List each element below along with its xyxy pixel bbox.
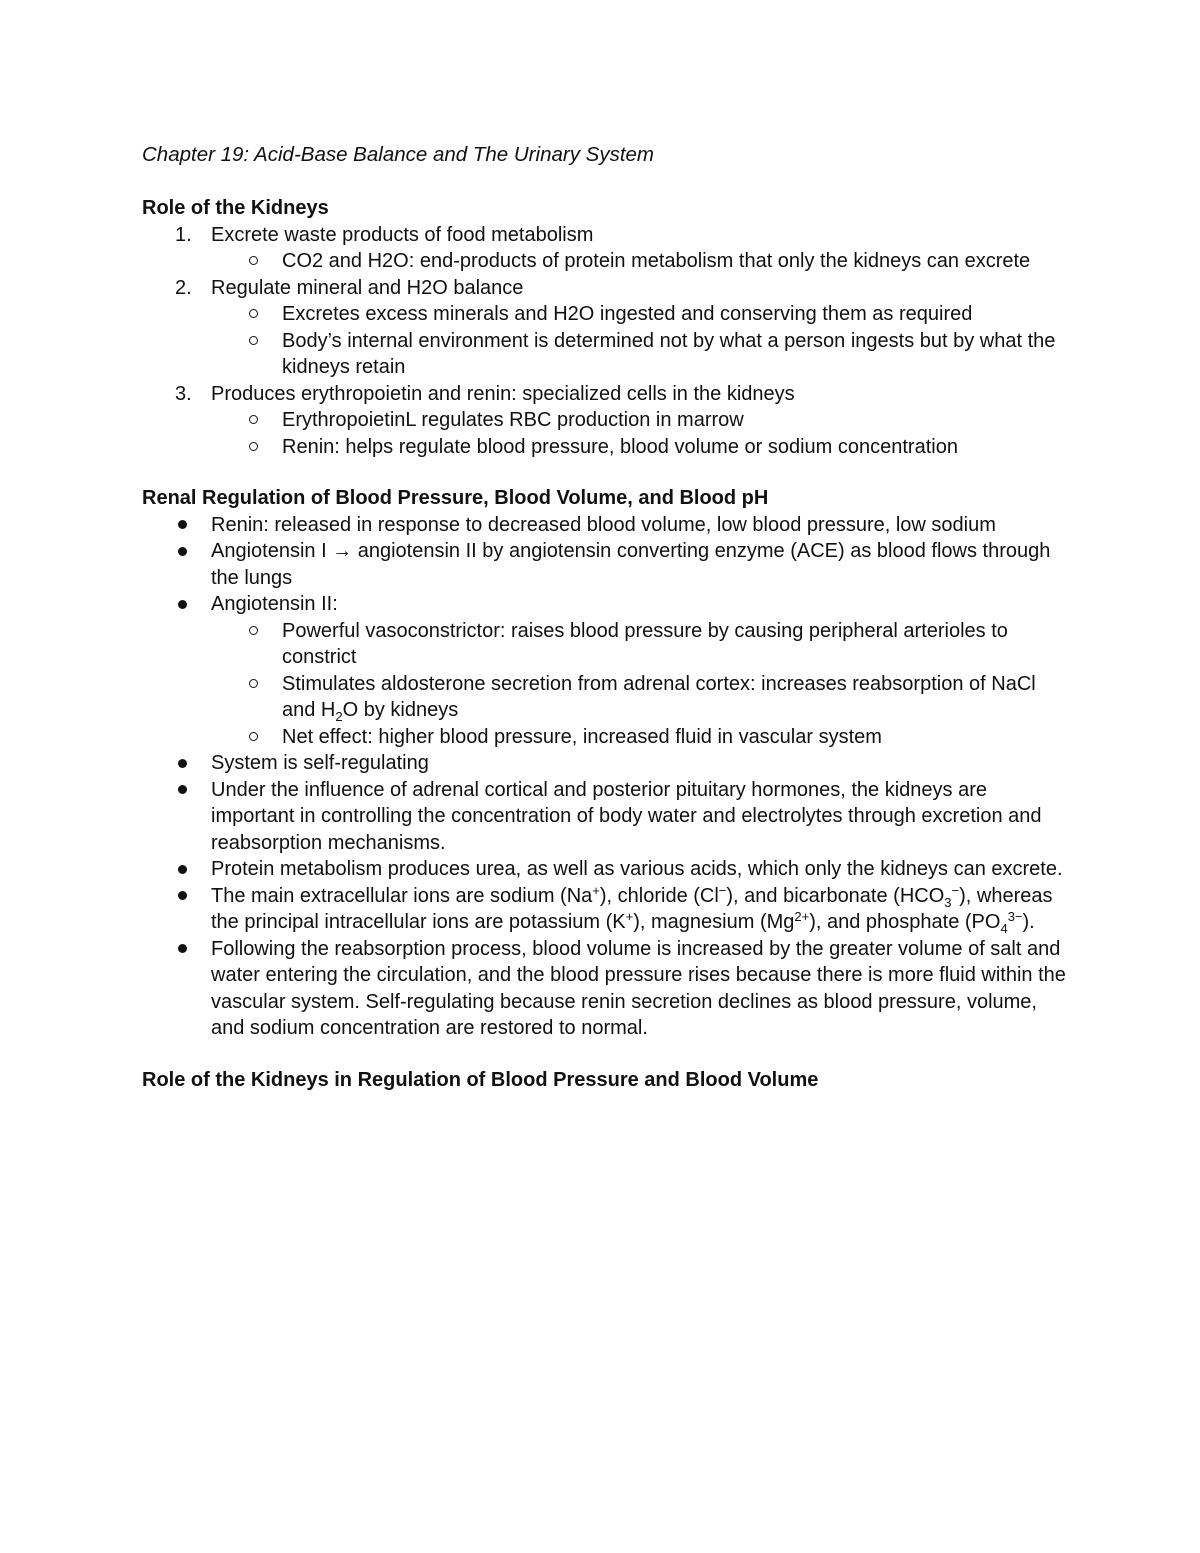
bullet-text: Following the reabsorption process, blood volume is increased by the greater volume of salt and water entering the circulation, and the blood pressure rises because there is more fluid within the vascular system. Self-regulating because renin secretion declines as blood pressure, volume, and sodium concentration are restored to normal. bbox=[211, 937, 1066, 1039]
sub-item-text: ErythropoietinL regulates RBC production in marrow bbox=[282, 409, 744, 431]
hollow-bullet-icon bbox=[249, 309, 258, 318]
sub-item-text: Renin: helps regulate blood pressure, blood volume or sodium concentration bbox=[282, 435, 958, 458]
sub-item-text: Net effect: higher blood pressure, increased fluid in vascular system bbox=[282, 725, 882, 748]
hollow-bullet-icon bbox=[249, 732, 258, 741]
bullet-text: The main extracellular ions are sodium (Na+), chloride (Cl−), and bicarbonate $(HCO_3^-)$, whereas the principal intracellular ions are potassium (K+), magnesium $(Mg^{2+})$, and phosphate $(PO_4^{3-})$. bbox=[211, 882, 1053, 936]
sub-item-text: Powerful vasoconstrictor: raises blood pressure by causing peripheral arterioles to constrict bbox=[282, 619, 1008, 668]
bullet-item bbox=[142, 777, 1072, 857]
filled-bullet-icon bbox=[178, 520, 187, 529]
filled-bullet-icon bbox=[178, 785, 187, 794]
hollow-bullet-icon bbox=[249, 679, 258, 688]
sub-bullet-item bbox=[142, 618, 1072, 671]
hollow-bullet-icon bbox=[249, 256, 258, 265]
hollow-bullet-icon bbox=[249, 442, 258, 451]
item-number: 3. bbox=[175, 382, 192, 405]
document-page bbox=[142, 141, 1072, 1093]
sub-item-text: CO2 and H2O: end-products of protein metabolism that only the kidneys can excrete bbox=[282, 250, 1031, 272]
bullet-item bbox=[142, 750, 1072, 777]
hollow-bullet-icon bbox=[249, 336, 258, 345]
bullet-text: Angiotensin II: bbox=[211, 593, 338, 615]
item-text: Produces erythropoietin and renin: specialized cells in the kidneys bbox=[211, 382, 795, 405]
bullet-text: System is self-regulating bbox=[211, 752, 429, 774]
item-text: Excrete waste products of food metabolism bbox=[211, 223, 594, 246]
hollow-bullet-icon bbox=[249, 626, 258, 635]
sub-item-text: Stimulates aldosterone secretion from adrenal cortex: increases reabsorption of NaCl and $H_2O$ by kidneys bbox=[282, 672, 1036, 724]
bullet-text: Renin: released in response to decreased blood volume, low blood pressure, low sodium bbox=[211, 513, 996, 536]
chapter-title: Chapter 19: Acid-Base Balance and The Urinary System bbox=[142, 143, 654, 166]
item-number: 2. bbox=[175, 276, 192, 299]
filled-bullet-icon bbox=[178, 759, 187, 768]
sub-bullet-item bbox=[142, 248, 1072, 275]
filled-bullet-icon bbox=[178, 600, 187, 609]
filled-bullet-icon bbox=[178, 944, 187, 953]
filled-bullet-icon bbox=[178, 891, 187, 900]
bullet-item bbox=[142, 883, 1072, 936]
sub-bullet-item bbox=[142, 724, 1072, 751]
sub-item-text: Body’s internal environment is determined not by what a person ingests but by what the kidneys retain bbox=[282, 329, 1056, 378]
bullet-item bbox=[142, 512, 1072, 539]
bullet-item bbox=[142, 538, 1072, 591]
sub-bullet-item bbox=[142, 328, 1072, 381]
sub-bullet-item bbox=[142, 407, 1072, 434]
sub-item-text: Excretes excess minerals and H2O ingested and conserving them as required bbox=[282, 303, 973, 325]
section-heading-renal-regulation: Renal Regulation of Blood Pressure, Blood Volume, and Blood pH bbox=[142, 487, 769, 509]
filled-bullet-icon bbox=[178, 547, 187, 556]
sub-bullet-item bbox=[142, 434, 1072, 461]
numbered-item bbox=[142, 381, 1072, 408]
bullet-text: Protein metabolism produces urea, as well as various acids, which only the kidneys can excrete. bbox=[211, 858, 1063, 880]
section-heading-role-of-kidneys: Role of the Kidneys bbox=[142, 197, 329, 219]
item-text: Regulate mineral and H2O balance bbox=[211, 276, 524, 299]
section-heading-role-in-regulation: Role of the Kidneys in Regulation of Blood Pressure and Blood Volume bbox=[142, 1068, 819, 1091]
sub-bullet-item bbox=[142, 671, 1072, 724]
bullet-text: Under the influence of adrenal cortical and posterior pituitary hormones, the kidneys are important in controlling the concentration of body water and electrolytes through excretion and reabsorption mechanisms. bbox=[211, 778, 1042, 854]
bullet-item bbox=[142, 936, 1072, 1042]
sub-bullet-item bbox=[142, 301, 1072, 328]
filled-bullet-icon bbox=[178, 865, 187, 874]
item-number: 1. bbox=[175, 223, 192, 246]
bullet-item bbox=[142, 856, 1072, 883]
numbered-item bbox=[142, 222, 1072, 249]
hollow-bullet-icon bbox=[249, 415, 258, 424]
bullet-text: Angiotensin I → angiotensin II by angiotensin converting enzyme (ACE) as blood flows through the lungs bbox=[211, 540, 1051, 589]
bullet-item bbox=[142, 591, 1072, 618]
numbered-item bbox=[142, 275, 1072, 302]
